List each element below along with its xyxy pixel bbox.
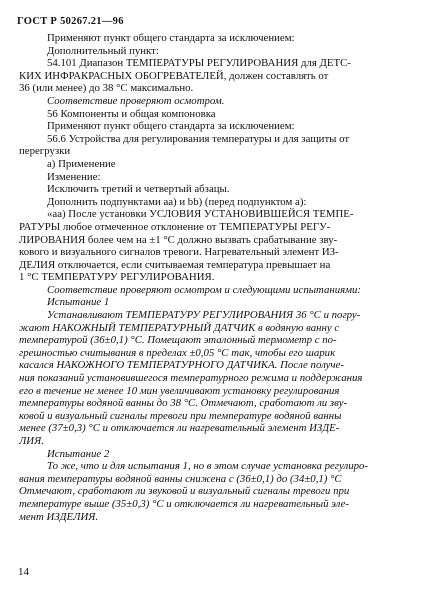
text-line: касался НАКОЖНОГО ТЕМПЕРАТУРНОГО ДАТЧИКА. После получе- (19, 359, 344, 372)
text-line: Соответствие проверяют осмотром и следующими испытаниями: (47, 283, 362, 296)
text-line: температуры водяной ванны до 38 °С. Отмечают, сработают ли зву- (19, 397, 348, 410)
text-line: Дополнить подпунктами аа) и bb) (перед подпунктом а): (47, 195, 307, 208)
document-body (19, 32, 407, 523)
text-line: То же, что и для испытания 1, но в этом случае установка регулиро- (47, 460, 368, 473)
text-line: грешностью считывания в пределах ±0,05 °С так, чтобы его шарик (19, 346, 336, 359)
text-line: жают НАКОЖНЫЙ ТЕМПЕРАТУРНЫЙ ДАТЧИК в водяную ванну с (19, 321, 340, 334)
text-line: ковой и визуальный сигналы тревоги при температуре водяной ванны (19, 409, 342, 422)
text-line: Испытание 2 (47, 447, 110, 460)
text-line: температурой (36±0,1) °С. Помещают эталонный термометр с по- (19, 334, 337, 347)
text-line: 56 Компоненты и общая компоновка (47, 107, 216, 120)
page-number: 14 (18, 566, 29, 578)
text-line: «аа) После установки УСЛОВИЯ УСТАНОВИВШЕЙСЯ ТЕМПЕ- (47, 208, 354, 221)
text-line: Соответствие проверяют осмотром. (47, 94, 225, 107)
text-line: 54.101 Диапазон ТЕМПЕРАТУРЫ РЕГУЛИРОВАНИЯ для ДЕТС- (47, 57, 351, 70)
text-line: 56.6 Устройства для регулирования температуры и для защиты от (47, 132, 350, 145)
text-line: перегрузки (19, 145, 71, 158)
text-line: Применяют пункт общего стандарта за исключением: (47, 120, 295, 133)
text-line: Испытание 1 (47, 296, 110, 309)
text-line: Исключить третий и четвертый абзацы. (47, 183, 230, 196)
text-line: мент ИЗДЕЛИЯ. (19, 510, 99, 523)
text-line: его в течение не менее 10 мин увеличивают установку регулирования (19, 384, 340, 397)
text-line: а) Применение (47, 157, 116, 170)
text-line: кового и визуального сигналов тревоги. Нагревательный элемент ИЗ- (19, 246, 339, 259)
text-line: КИХ ИНФРАКРАСНЫХ ОБОГРЕВАТЕЛЕЙ, должен составлять от (19, 69, 329, 82)
document-header: ГОСТ Р 50267.21—96 (17, 16, 124, 27)
text-line: Применяют пункт общего стандарта за исключением: (47, 32, 295, 44)
text-line: РАТУРЫ любое отмеченное отклонение от ТЕМПЕРАТУРЫ РЕГУ- (19, 220, 331, 233)
text-line: Отмечают, сработают ли звуковой и визуальный сигналы тревоги при (19, 485, 350, 498)
text-line: Изменение: (47, 170, 101, 183)
text-line: вания температуры водяной ванны снижена с (36±0,1) до (34±0,1) °С (19, 472, 342, 485)
text-line: температуре выше (35±0,3) °С и отключается ли нагревательный эле- (19, 497, 350, 510)
text-line: ДЕЛИЯ отключается, если считываемая температура превышает на (19, 258, 331, 271)
text-line: ния показаний установившегося температурного режима и поддержания (19, 372, 363, 385)
text-line: Дополнительный пункт: (47, 44, 159, 57)
text-line: Устанавливают ТЕМПЕРАТУРУ РЕГУЛИРОВАНИЯ 36 °С и погру- (47, 309, 361, 322)
text-line: ЛИРОВАНИЯ более чем на ±1 °С должно вызвать срабатывание зву- (19, 233, 338, 246)
text-line: менее (37±0,3) °С и отключается ли нагревательный элемент ИЗДЕ- (19, 422, 340, 435)
text-line: ЛИЯ. (19, 435, 44, 447)
text-line: 36 (или менее) до 38 °С максимально. (19, 82, 194, 95)
text-line: 1 °С ТЕМПЕРАТУРУ РЕГУЛИРОВАНИЯ. (19, 271, 215, 284)
